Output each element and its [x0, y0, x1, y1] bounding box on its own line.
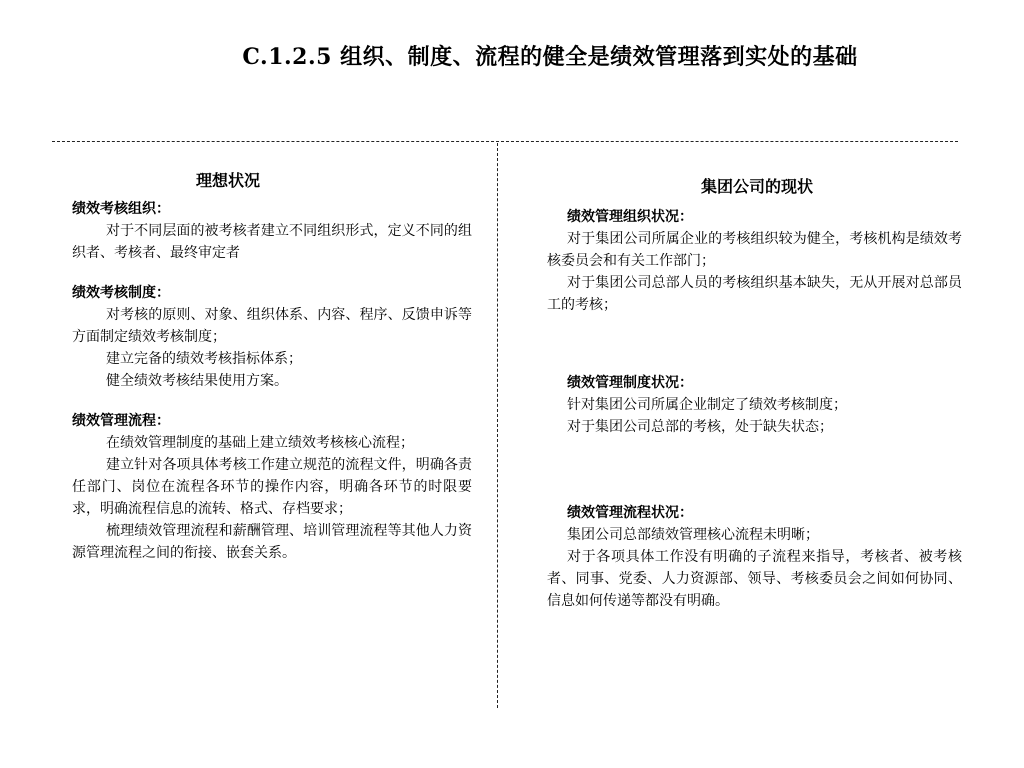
section-title: 绩效管理制度状况： [567, 375, 693, 391]
paragraph: 对于集团公司总部人员的考核组织基本缺失，无从开展对总部员工的考核； [547, 275, 962, 313]
horizontal-divider [52, 141, 958, 142]
section-title: 绩效管理流程状况： [567, 505, 693, 521]
paragraph: 在绩效管理制度的基础上建立绩效考核核心流程； [106, 435, 414, 451]
current-section-system [547, 372, 962, 438]
section-title: 绩效考核制度： [72, 285, 170, 301]
paragraph: 针对集团公司所属企业制定了绩效考核制度； [567, 397, 847, 413]
page-title: C.1.2.5 组织、制度、流程的健全是绩效管理落到实处的基础 [242, 44, 858, 70]
section-title: 绩效管理组织状况： [567, 209, 693, 225]
paragraph: 梳理绩效管理流程和薪酬管理、培训管理流程等其他人力资源管理流程之间的衔接、嵌套关系。 [72, 523, 472, 561]
ideal-section-organization [72, 198, 472, 264]
paragraph: 建立针对各项具体考核工作建立规范的流程文件，明确各责任部门、岗位在流程各环节的操作内容，明确各环节的时限要求，明确流程信息的流转、格式、存档要求； [72, 457, 472, 517]
paragraph: 对考核的原则、对象、组织体系、内容、程序、反馈申诉等方面制定绩效考核制度； [72, 307, 472, 345]
current-heading: 集团公司的现状 [700, 177, 813, 196]
paragraph: 对于各项具体工作没有明确的子流程来指导，考核者、被考核者、同事、党委、人力资源部、领导、考核委员会之间如何协同、信息如何传递等都没有明确。 [547, 549, 962, 609]
paragraph: 健全绩效考核结果使用方案。 [106, 373, 288, 389]
paragraph: 建立完备的绩效考核指标体系； [106, 351, 302, 367]
ideal-section-process [72, 410, 472, 564]
section-title: 绩效管理流程： [72, 413, 170, 429]
ideal-column [72, 170, 472, 582]
paragraph: 对于不同层面的被考核者建立不同组织形式，定义不同的组织者、考核者、最终审定者 [72, 223, 472, 261]
paragraph: 集团公司总部绩效管理核心流程未明晰； [567, 527, 819, 543]
ideal-section-system [72, 282, 472, 392]
current-column [547, 176, 962, 612]
current-section-organization [547, 206, 962, 316]
paragraph: 对于集团公司总部的考核，处于缺失状态； [567, 419, 833, 435]
section-title: 绩效考核组织： [72, 201, 170, 217]
vertical-divider [497, 143, 498, 708]
current-section-process [547, 502, 962, 612]
paragraph: 对于集团公司所属企业的考核组织较为健全，考核机构是绩效考核委员会和有关工作部门； [547, 231, 962, 269]
ideal-heading: 理想状况 [195, 171, 260, 190]
